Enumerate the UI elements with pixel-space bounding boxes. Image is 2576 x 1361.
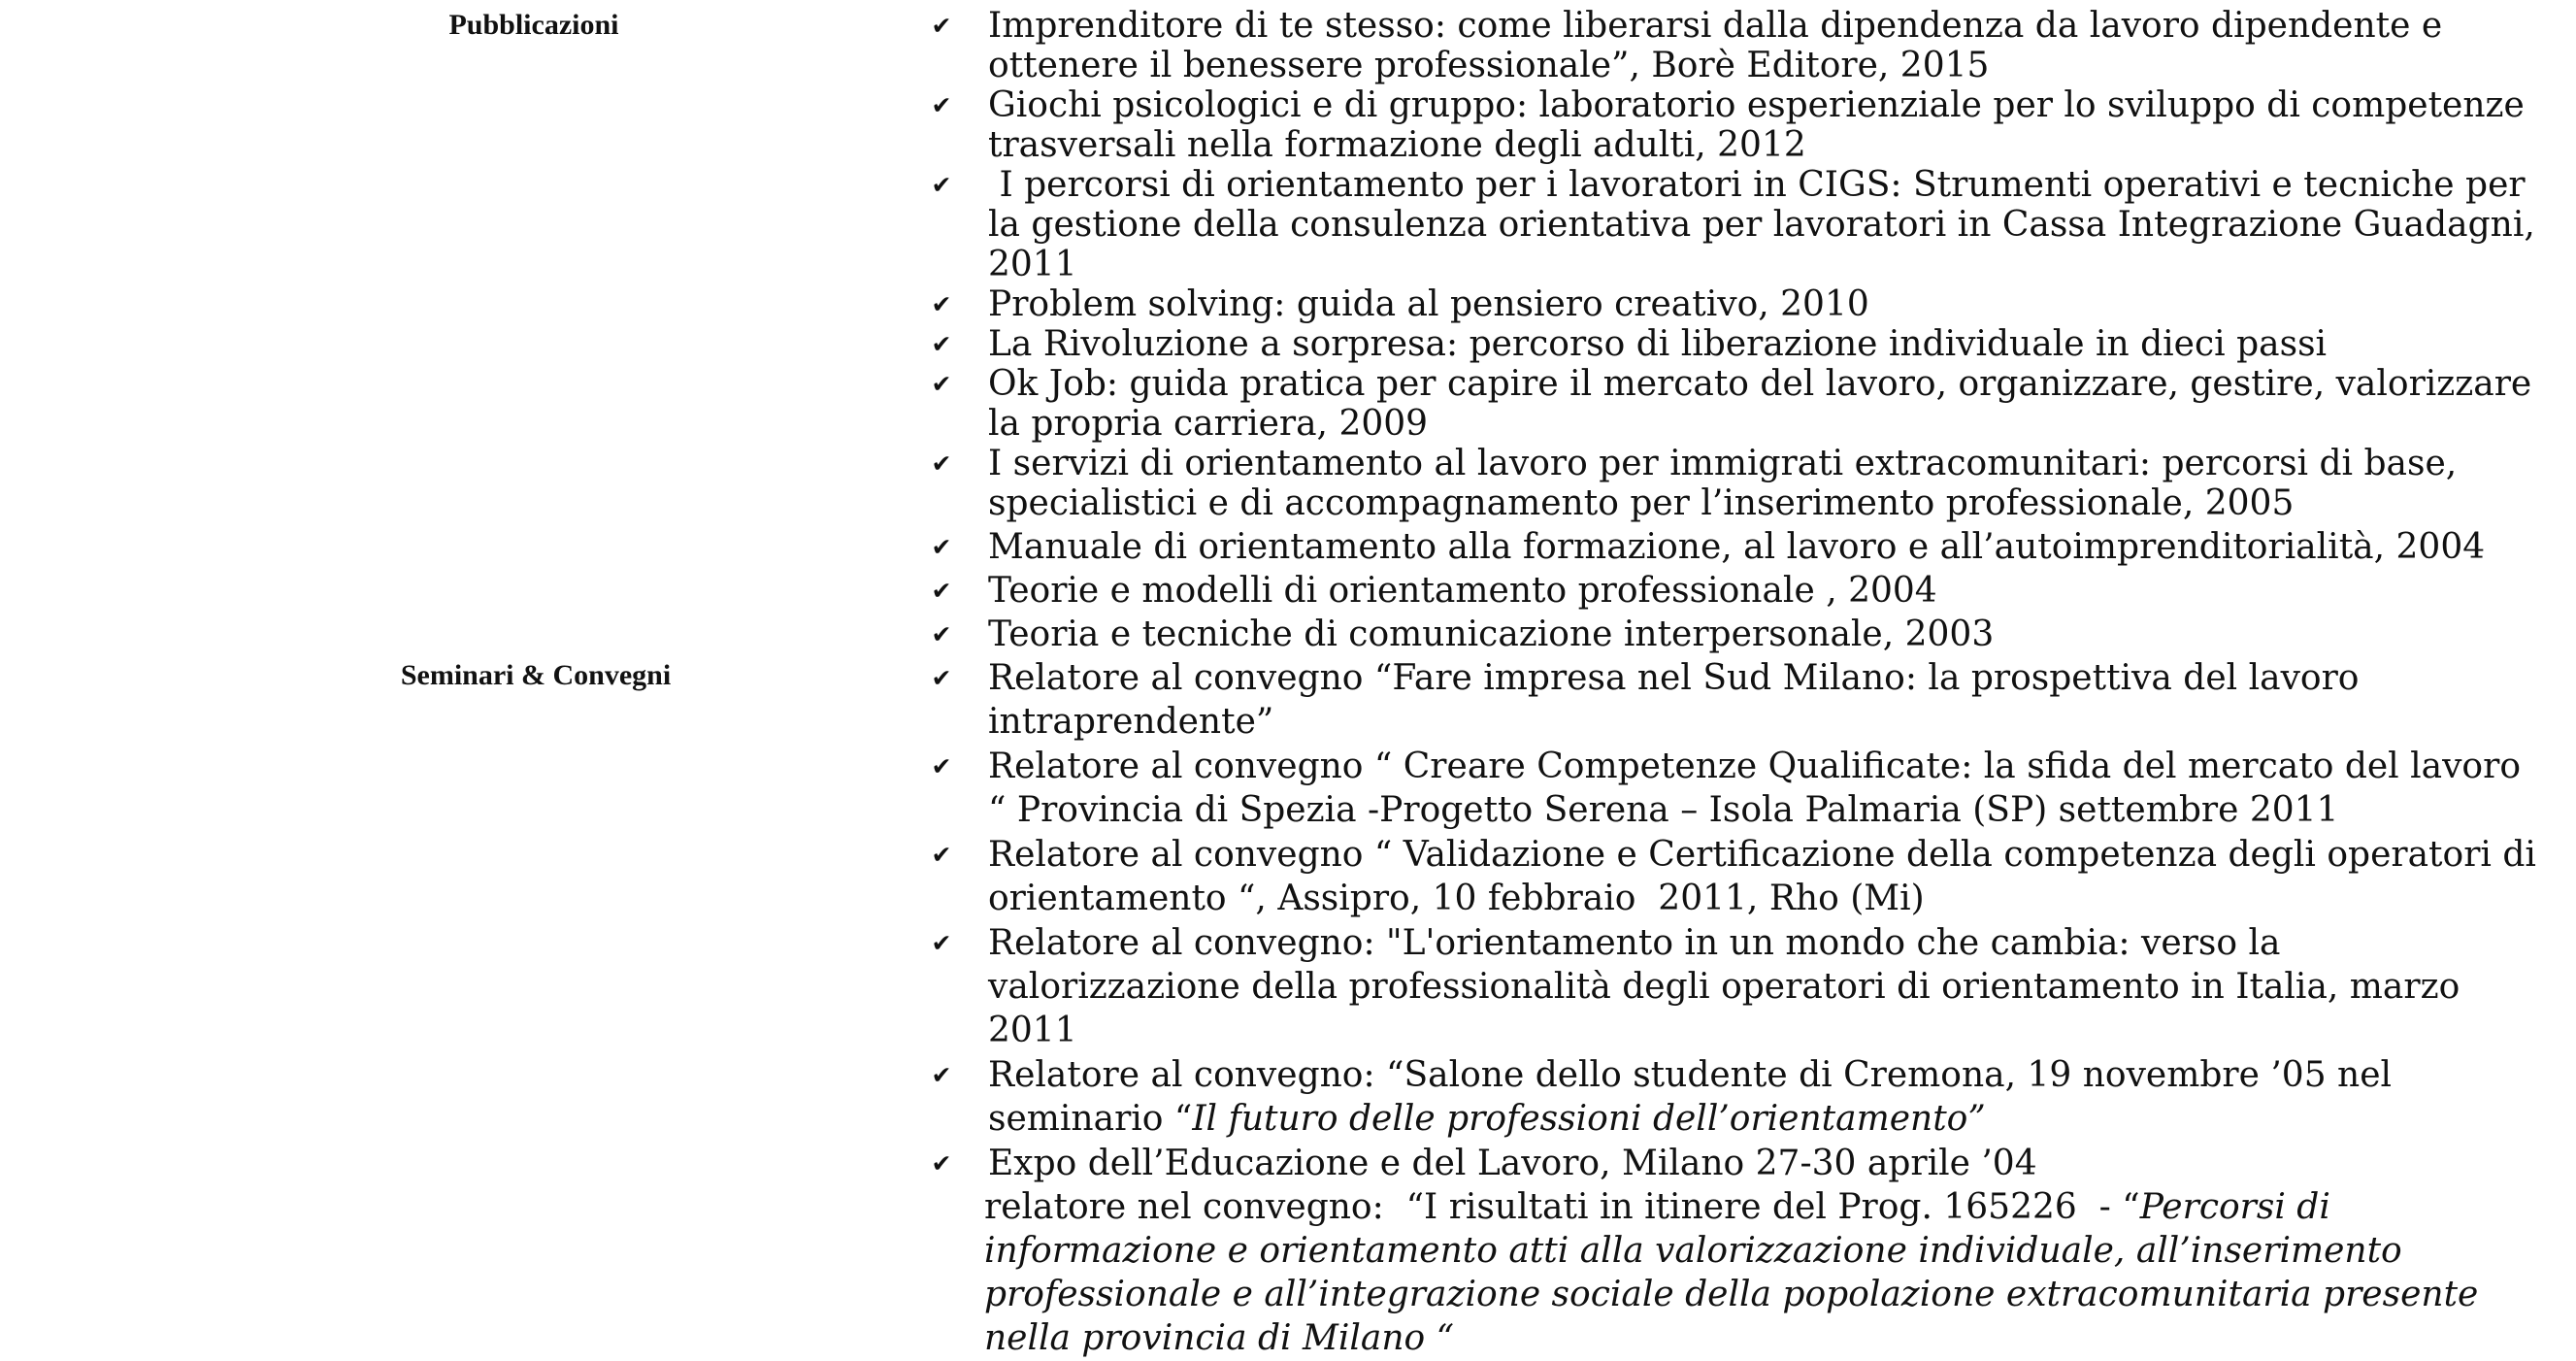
list-item bbox=[928, 1053, 2539, 1141]
list-item bbox=[928, 527, 2539, 567]
checkmark-icon: ✔ bbox=[931, 370, 952, 398]
checkmark-icon: ✔ bbox=[931, 620, 952, 648]
seminars-list bbox=[928, 656, 2548, 1361]
list-item-text: Giochi psicologici e di gruppo: laboratorio esperienziale per lo sviluppo di competenze trasversali nella formazione degli adulti, 2012 bbox=[988, 85, 2536, 165]
list-item-text: Problem solving: guida al pensiero creativo, 2010 bbox=[988, 284, 1869, 324]
checkmark-icon: ✔ bbox=[931, 12, 952, 40]
list-item-text: Ok Job: guida pratica per capire il mercato del lavoro, organizzare, gestire, valorizzare la propria carriera, 2009 bbox=[988, 364, 2543, 444]
checkmark-icon: ✔ bbox=[931, 171, 952, 199]
publications-list bbox=[928, 6, 2547, 654]
list-item-text: Teoria e tecniche di comunicazione interpersonale, 2003 bbox=[988, 614, 1995, 654]
list-item bbox=[928, 1142, 2539, 1360]
list-item-text: Relatore al convegno “ Validazione e Certificazione della competenza degli operatori di orientamento “, Assipro, 10 febbraio 2011, Rho (Mi) bbox=[988, 835, 2548, 918]
list-item-text: Relatore al convegno “ Creare Competenze Qualificate: la sfida del mercato del lavoro “ Provincia di Spezia -Progetto Serena – Isola Palmaria (SP) settembre 2011 bbox=[988, 747, 2532, 830]
checkmark-icon: ✔ bbox=[931, 664, 952, 692]
list-item-text: Imprenditore di te stesso: come liberarsi dalla dipendenza da lavoro dipendente e ottenere il benessere professionale”, Borè Editore, 2015 bbox=[988, 6, 2454, 85]
list-item bbox=[928, 284, 2539, 324]
seminars-label: Seminari & Convegni bbox=[400, 659, 672, 691]
list-item-text: I percorsi di orientamento per i lavoratori in CIGS: Strumenti operativi e tecniche per la gestione della consulenza orientativa per lavoratori in Cassa Integrazione Guadagni, 2011 bbox=[988, 165, 2547, 284]
list-item bbox=[928, 165, 2547, 284]
list-item bbox=[928, 571, 2539, 611]
list-item bbox=[928, 85, 2539, 165]
list-item bbox=[928, 614, 2539, 654]
seminar-cremona-text: Relatore al convegno: “Salone dello studente di Cremona, 19 novembre ’05 nel seminario “ bbox=[988, 1055, 2403, 1139]
list-item bbox=[928, 6, 2539, 85]
list-item-text: Relatore al convegno “Fare impresa nel Sud Milano: la prospettiva del lavoro intraprendente” bbox=[988, 658, 2370, 742]
checkmark-icon: ✔ bbox=[931, 929, 952, 957]
list-item-text: Teorie e modelli di orientamento professionale , 2004 bbox=[988, 571, 1937, 611]
list-item-text bbox=[984, 1142, 2539, 1360]
list-item bbox=[928, 745, 2539, 832]
checkmark-icon: ✔ bbox=[931, 1149, 952, 1178]
checkmark-icon: ✔ bbox=[931, 290, 952, 318]
seminar-expo-text: relatore nel convegno: “I risultati in itinere del Prog. 165226 - “ bbox=[984, 1187, 2140, 1227]
seminar-expo-title: Percorsi di informazione e orientamento atti alla valorizzazione individuale, all’inserimento professionale e all’integrazione sociale della popolazione extracomunitaria presente nella provincia di Milano “ bbox=[984, 1187, 2490, 1358]
seminar-expo-line1: Expo dell’Educazione e del Lavoro, Milano 27-30 aprile ’04 bbox=[988, 1144, 2037, 1183]
checkmark-icon: ✔ bbox=[931, 1061, 952, 1089]
checkmark-icon: ✔ bbox=[931, 330, 952, 358]
checkmark-icon: ✔ bbox=[931, 533, 952, 561]
checkmark-icon: ✔ bbox=[931, 752, 952, 780]
checkmark-icon: ✔ bbox=[931, 449, 952, 478]
list-item bbox=[928, 833, 2548, 920]
publications-label: Pubblicazioni bbox=[448, 9, 619, 41]
list-item bbox=[928, 444, 2539, 523]
list-item-text: I servizi di orientamento al lavoro per immigrati extracomunitari: percorsi di base, specialistici e di accompagnamento per l’inserimento professionale, 2005 bbox=[988, 444, 2468, 523]
checkmark-icon: ✔ bbox=[931, 577, 952, 605]
list-item bbox=[928, 364, 2543, 444]
list-item-text bbox=[988, 1053, 2539, 1141]
seminar-cremona-title: Il futuro delle professioni dell’orientamento” bbox=[1192, 1099, 1986, 1139]
list-item-text: Manuale di orientamento alla formazione, al lavoro e all’autoimprenditorialità, 2004 bbox=[988, 527, 2486, 567]
checkmark-icon: ✔ bbox=[931, 841, 952, 869]
checkmark-icon: ✔ bbox=[931, 91, 952, 119]
list-item bbox=[928, 656, 2539, 744]
list-item-text: La Rivoluzione a sorpresa: percorso di liberazione individuale in dieci passi bbox=[988, 324, 2328, 364]
list-item bbox=[928, 921, 2539, 1052]
list-item bbox=[928, 324, 2539, 364]
list-item-text: Relatore al convegno: "L'orientamento in un mondo che cambia: verso la valorizzazione della professionalità degli operatori di orientamento in Italia, marzo 2011 bbox=[988, 923, 2471, 1050]
seminar-expo-line2 bbox=[984, 1185, 2539, 1360]
